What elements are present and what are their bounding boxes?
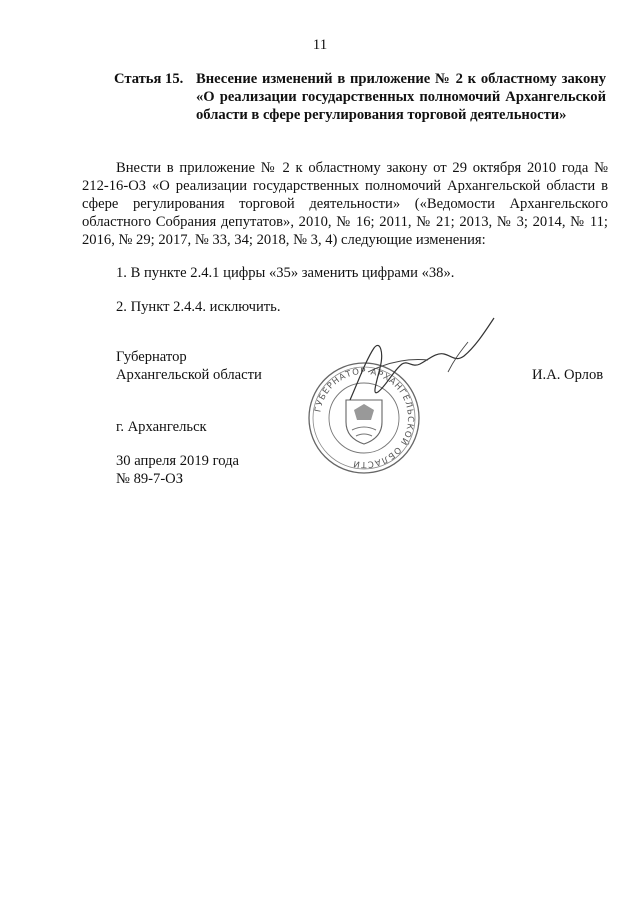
signature-icon: [328, 312, 508, 412]
place: г. Архангельск: [116, 419, 207, 435]
signatory-name: И.А. Орлов: [532, 367, 604, 383]
seal-text: ГУБЕРНАТОР АРХАНГЕЛЬСКОЙ ОБЛАСТИ: [313, 366, 416, 470]
article-heading: [114, 70, 606, 125]
law-number: № 89-7-ОЗ: [116, 471, 184, 487]
page-number: 11: [312, 37, 328, 53]
article-title: Внесение изменений в приложение № 2 к областному закону «О реализации государственных полномочий Архангельской области в сфере регулирования торговой деятельности»: [196, 71, 606, 124]
list-item: 2. Пункт 2.4.4. исключить.: [116, 299, 281, 315]
signatory-position-line1: Губернатор: [116, 349, 187, 365]
date: 30 апреля 2019 года: [116, 453, 239, 469]
article-label: Статья 15.: [114, 71, 184, 87]
intro-paragraph: Внести в приложение № 2 к областному закону от 29 октября 2010 года № 212-16-ОЗ «О реализации государственных полномочий Архангельской области в сфере регулирования торговой деятельности» («Ведомости Архангельского областного Собрания депутатов», 2010, № 16; 2011, № 21; 2013, № 3; 2014, № 11; 2016, № 29; 2017, № 33, 34; 2018, № 3, 4) следующие изменения:: [82, 160, 608, 248]
signatory-position-line2: Архангельской области: [116, 367, 262, 383]
list-item: 1. В пункте 2.4.1 цифры «35» заменить цифрами «38».: [116, 265, 455, 281]
